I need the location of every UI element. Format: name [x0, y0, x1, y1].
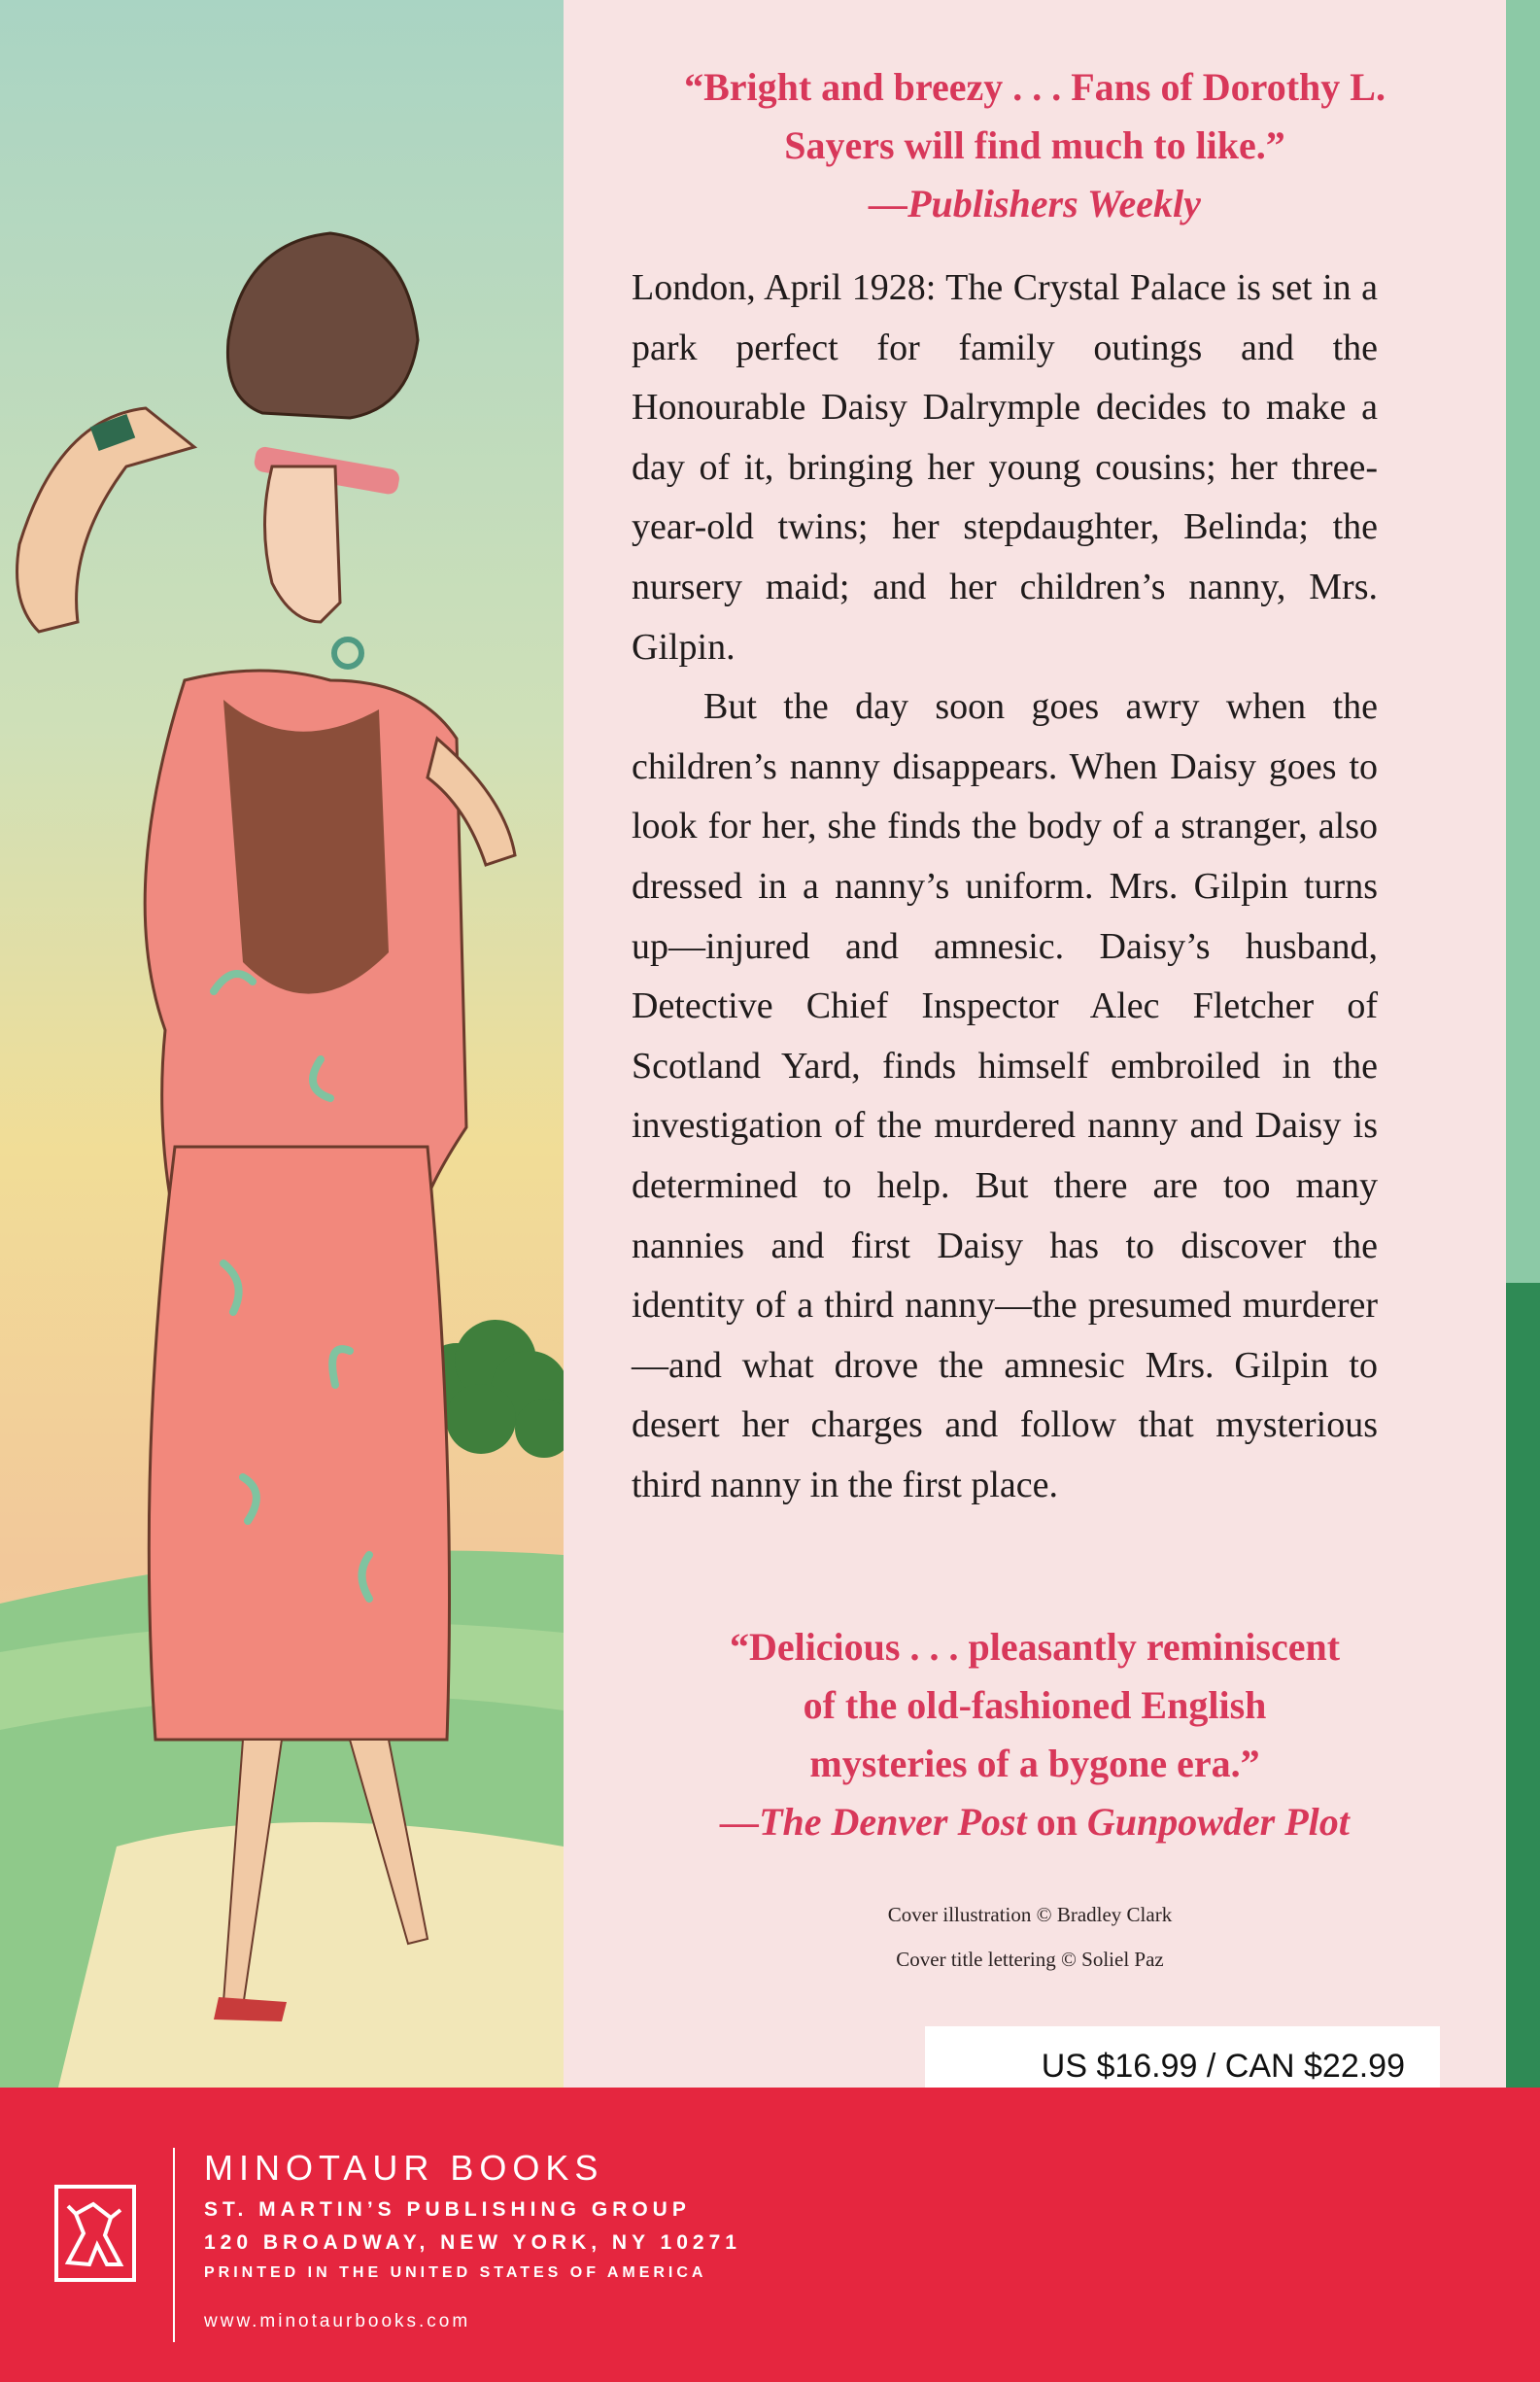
quote-line: of the old-fashioned English [803, 1683, 1267, 1727]
illustration-credit: Cover illustration © Bradley Clark [887, 1903, 1173, 1926]
lettering-credit: Cover title lettering © Soliel Paz [896, 1948, 1164, 1971]
quote-attribution-on: on [1036, 1800, 1078, 1844]
publisher-group: ST. MARTIN’S PUBLISHING GROUP [204, 2198, 691, 2221]
edge-art [1506, 0, 1540, 2088]
quote-attribution: —Publishers Weekly [869, 182, 1201, 225]
quote-attribution-title: Gunpowder Plot [1086, 1800, 1350, 1844]
quote-line: Sayers will find much to like.” [784, 123, 1285, 167]
price-label: US $16.99 / CAN $22.99 [1041, 2048, 1405, 2085]
quote-line: “Delicious . . . pleasantly reminiscent [729, 1625, 1341, 1669]
spine-edge-strip [1506, 0, 1540, 2088]
back-cover-text-panel [564, 0, 1506, 2088]
publisher-name: MINOTAUR BOOKS [204, 2148, 604, 2188]
quote-attribution-line [564, 1793, 1506, 1851]
publisher-band [0, 2088, 1540, 2382]
book-blurb [632, 259, 1378, 1515]
quote-line: mysteries of a bygone era.” [809, 1742, 1260, 1785]
cover-illustration [0, 0, 564, 2088]
printed-in: PRINTED IN THE UNITED STATES OF AMERICA [204, 2264, 707, 2281]
publisher-address: 120 BROADWAY, NEW YORK, NY 10271 [204, 2231, 741, 2254]
minotaur-logo-icon [54, 2185, 136, 2282]
review-quote-top [564, 58, 1506, 233]
quote-attribution-source: —The Denver Post [720, 1800, 1027, 1844]
blurb-paragraph: London, April 1928: The Crystal Palace is set in a park perfect for family outings and the Honourable Daisy Dalrymple decides to make a day of it, bringing her young cousins; her three-year-old twins; her stepdaughter, Belinda; the nursery maid; and her children’s nanny, Mrs. Gilpin. [632, 267, 1378, 668]
review-quote-bottom [564, 1618, 1506, 1851]
blurb-paragraph: But the day soon goes awry when the children’s nanny disappears. When Daisy goes to look for her, she finds the body of a stranger, also dressed in a nanny’s uniform. Mrs. Gilpin turns up—injured and amnesic. Daisy’s husband, Detective Chief Inspector Alec Fletcher of Scotland Yard, finds himself embroiled in the investigation of the murdered nanny and Daisy is determined to help. But there are too many nannies and first Daisy has to discover the identity of a third nanny—the presumed murderer—and what drove the amnesic Mrs. Gilpin to desert her charges and follow that mysterious third nanny in the first place. [632, 686, 1378, 1505]
illustration-woman-1920s [0, 0, 564, 2088]
publisher-url[interactable]: www.minotaurbooks.com [204, 2311, 471, 2331]
logo-divider [173, 2148, 175, 2342]
quote-line: “Bright and breezy . . . Fans of Dorothy L. [684, 65, 1386, 109]
